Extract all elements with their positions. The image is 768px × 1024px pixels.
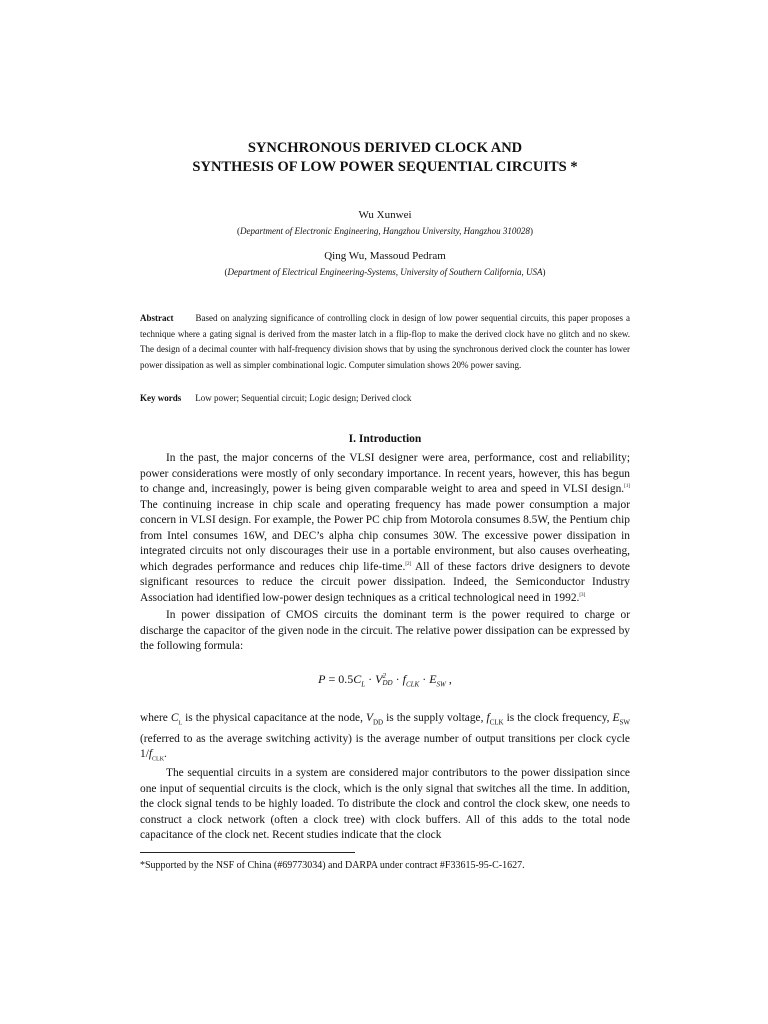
where-esw-sub: SW: [619, 718, 630, 727]
paper-page: [140, 0, 630, 1024]
where-t3: is the supply voltage,: [383, 712, 487, 724]
reference-2: [2]: [405, 561, 412, 567]
formula-f-sub: CLK: [405, 680, 420, 689]
where-vdd: V: [365, 712, 373, 724]
where-esw: E: [612, 712, 620, 724]
author-1: Wu Xunwei: [358, 209, 412, 221]
where-t1: where: [140, 712, 171, 724]
intro-p1-part-c: All of these factors drive designers to devote significant resources to reduce the circuit power dissipation. Indeed, the Semiconductor Industry Association had identified low-power design techniques as a critical technological need in 1992.: [140, 560, 630, 604]
sequential-paragraph: The sequential circuits in a system are considered major contributors to the power dissipation since one input of sequential circuits is the clock, which is the only signal that switches all the time. In addition, the clock signal tends to be highly loaded. To distribute the clock and control the clock skew, one needs to construct a clock network (often a clock tree) with clock buffers. All of this adds to the total node capacitance of the clock net. Recent studies indicate that the clock: [140, 767, 630, 842]
author-2: Qing Wu, Massoud Pedram: [324, 250, 446, 262]
affiliation-2-text: Department of Electrical Engineering-Systems, University of Southern California, USA: [227, 267, 543, 277]
where-fclk-sub: CLK: [489, 718, 504, 727]
formula-v-scripts: [383, 673, 393, 687]
keywords-label: Key words: [140, 393, 182, 403]
where-f2-sub: CLK: [152, 756, 165, 763]
where-t2: is the physical capacitance at the node,: [182, 712, 366, 724]
formula-trail: ,: [445, 672, 452, 686]
where-t4: is the clock frequency,: [503, 712, 613, 724]
formula-e-sub: SW: [436, 680, 446, 689]
title-line-1: SYNCHRONOUS DERIVED CLOCK AND: [247, 140, 523, 156]
affiliation-1: (Department of Electronic Engineering, Hangzhou University, Hangzhou 310028): [237, 226, 533, 236]
affiliation-1-text: Department of Electronic Engineering, Hangzhou University, Hangzhou 310028: [240, 226, 530, 236]
formula-c: C: [353, 672, 362, 686]
intro-paragraph-2: In power dissipation of CMOS circuits the dominant term is the power required to charge or discharge the capacitor of the given node in the circuit. The relative power dissipation can be expressed by the following formula:: [140, 609, 630, 653]
formula-f: f: [402, 672, 406, 686]
title-line-2: SYNTHESIS OF LOW POWER SEQUENTIAL CIRCUITS *: [192, 159, 578, 175]
formula-dot-1: ·: [365, 672, 376, 686]
where-fclk: f: [486, 712, 490, 724]
formula-e: E: [429, 672, 437, 686]
keywords-text: Low power; Sequential circuit; Logic design; Derived clock: [195, 393, 412, 403]
footnote: *Supported by the NSF of China (#69773034) and DARPA under contract #F33615-95-C-1627.: [140, 860, 525, 871]
reference-3: [3]: [579, 592, 586, 598]
footnote-divider: [140, 852, 355, 853]
formula-c-sub: L: [361, 680, 366, 689]
where-cl-sub: L: [178, 720, 183, 727]
where-f2: f: [148, 748, 153, 761]
abstract-label: Abstract: [140, 313, 174, 323]
formula-v-sub: DD: [382, 679, 393, 687]
where-paragraph: [140, 711, 630, 768]
formula-v: V: [375, 672, 383, 686]
power-formula: [140, 672, 630, 688]
keywords: [140, 391, 630, 405]
where-t5: (referred to as the average switching activity) is the average number of output transitions per clock cycle 1/: [140, 732, 630, 761]
reference-1: [1]: [624, 484, 630, 490]
formula-v-sup: 2: [382, 672, 386, 680]
intro-paragraph-1: [140, 451, 630, 606]
paper-title: [140, 139, 630, 177]
intro-p1-part-a: In the past, the major concerns of the VLSI designer were area, performance, cost and reliability; power considerations were mostly of only secondary importance. In recent years, however, this has begun to change and, increasingly, power is being given comparable weight to area and speed in VLSI design.: [140, 452, 630, 496]
formula-dot-3: ·: [419, 672, 430, 686]
abstract-text: Based on analyzing significance of controlling clock in design of low power sequential circuits, this paper proposes a technique where a gating signal is derived from the master latch in a flip-flop to make the derived clock have no glitch and no skew. The design of a decimal counter with half-frequency division shows that by using the synchronous derived clock the counter has lower power dissipation as well as simpler combinational logic. Computer simulation shows 20% power saving.: [140, 313, 630, 370]
where-cl: C: [170, 712, 179, 724]
abstract: [140, 311, 630, 373]
formula-dot-2: ·: [392, 672, 403, 686]
formula-p: P: [318, 672, 326, 686]
intro-p1-part-b: The continuing increase in chip scale and operating frequency has made power consumption a major concern in VLSI design. For example, the Power PC chip from Motorola consumes 8.5W, the Pentium chip from Intel consumes 16W, and DEC’s alpha chip consumes 30W. The excessive power dissipation in integrated circuits not only discourages their use in a portable environment, but also causes overheating, which degrades performance and reduces chip life-time.: [140, 498, 630, 573]
affiliation-2: (Department of Electrical Engineering-Systems, University of Southern California, USA): [224, 267, 546, 277]
where-vdd-sub: DD: [372, 718, 384, 727]
section-heading: I. Introduction: [348, 433, 422, 445]
where-t6: .: [164, 748, 167, 761]
formula-eq: = 0.5: [325, 672, 354, 686]
